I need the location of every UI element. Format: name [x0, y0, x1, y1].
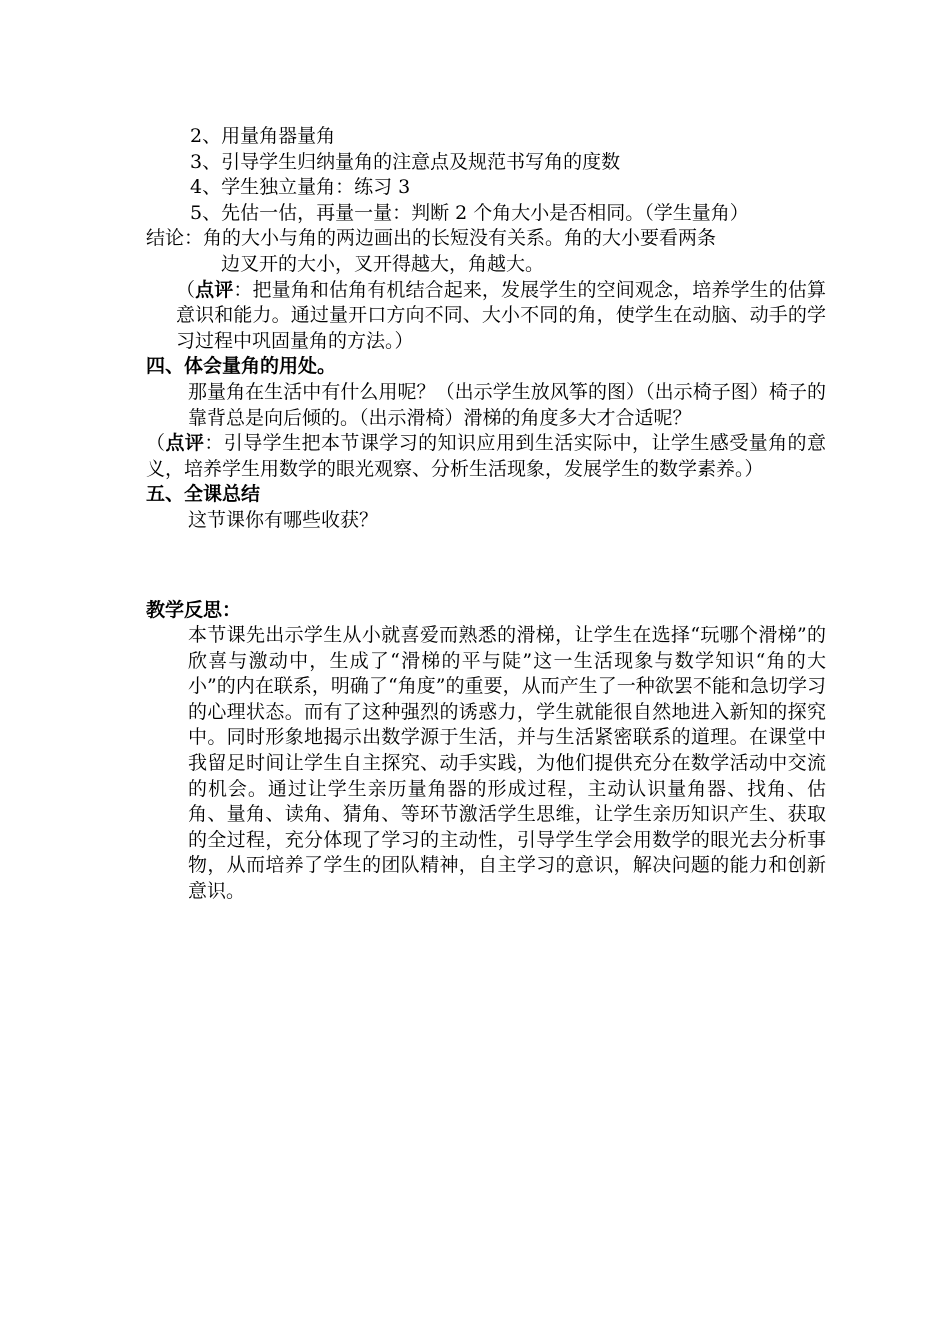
section-4-body: 那量角在生活中有什么用呢？（出示学生放风筝的图）（出示椅子图）椅子的靠背总是向后倾的。（出示滑椅）滑梯的角度多大才合适呢？ [188, 380, 826, 429]
section-5-body: 这节课你有哪些收获？ [188, 508, 379, 531]
spacer [146, 534, 826, 598]
step-3: 3、引导学生归纳量角的注意点及规范书写角的度数 [190, 150, 621, 173]
comment-2-label: 点评 [165, 432, 205, 455]
section-5-title: 五、全课总结 [146, 483, 261, 506]
comment-1-open: （ [176, 278, 196, 301]
reflection-body: 本节课先出示学生从小就喜爱而熟悉的滑梯，让学生在选择“玩哪个滑梯”的欣喜与激动中，生成了“滑梯的平与陡”这一生活现象与数学知识“角的大小”的内在联系，明确了“角度”的重要，从而产生了一种欲罢不能和急切学习的心理状态。而有了这种强烈的诱惑力，学生就能很自然地进入新知的探究中。同时形象地揭示出数学源于生活，并与生活紧密联系的道理。在课堂中我留足时间让学生自主探究、动手实践，为他们提供充分在数学活动中交流的机会。通过让学生亲历量角器的形成过程，主动认识量角器、找角、估角、量角、读角、猜角、等环节激活学生思维，让学生亲历知识产生、获取的全过程，充分体现了学习的主动性，引导学生学会用数学的眼光去分析事物，从而培养了学生的团队精神，自主学习的意识，解决问题的能力和创新意识。 [188, 624, 826, 903]
comment-2 [146, 431, 826, 482]
section-4-title: 四、体会量角的用处。 [146, 355, 337, 378]
reflection-title: 教学反思： [146, 598, 242, 621]
conclusion-line-2: 边叉开的大小，叉开得越大，角越大。 [221, 252, 545, 275]
step-5: 5、先估一估，再量一量：判断 2 个角大小是否相同。（学生量角） [190, 201, 749, 224]
comment-1-label: 点评 [195, 278, 234, 301]
document-page [146, 124, 826, 905]
comment-2-text: ：引导学生把本节课学习的知识应用到生活实际中，让学生感受量角的意义，培养学生用数学的眼光观察、分析生活现象，发展学生的数学素养。） [146, 432, 826, 480]
comment-1-text: ：把量角和估角有机结合起来，发展学生的空间观念，培养学生的估算意识和能力。通过量开口方向不同、大小不同的角，使学生在动脑、动手的学习过程中巩固量角的方法。） [176, 278, 826, 352]
conclusion-line-1: 结论：角的大小与角的两边画出的长短没有关系。角的大小要看两条 [146, 227, 717, 250]
comment-2-open: （ [146, 432, 166, 455]
step-4: 4、学生独立量角：练习 3 [190, 176, 411, 199]
step-2: 2、用量角器量角 [190, 125, 336, 147]
comment-1 [146, 278, 826, 355]
